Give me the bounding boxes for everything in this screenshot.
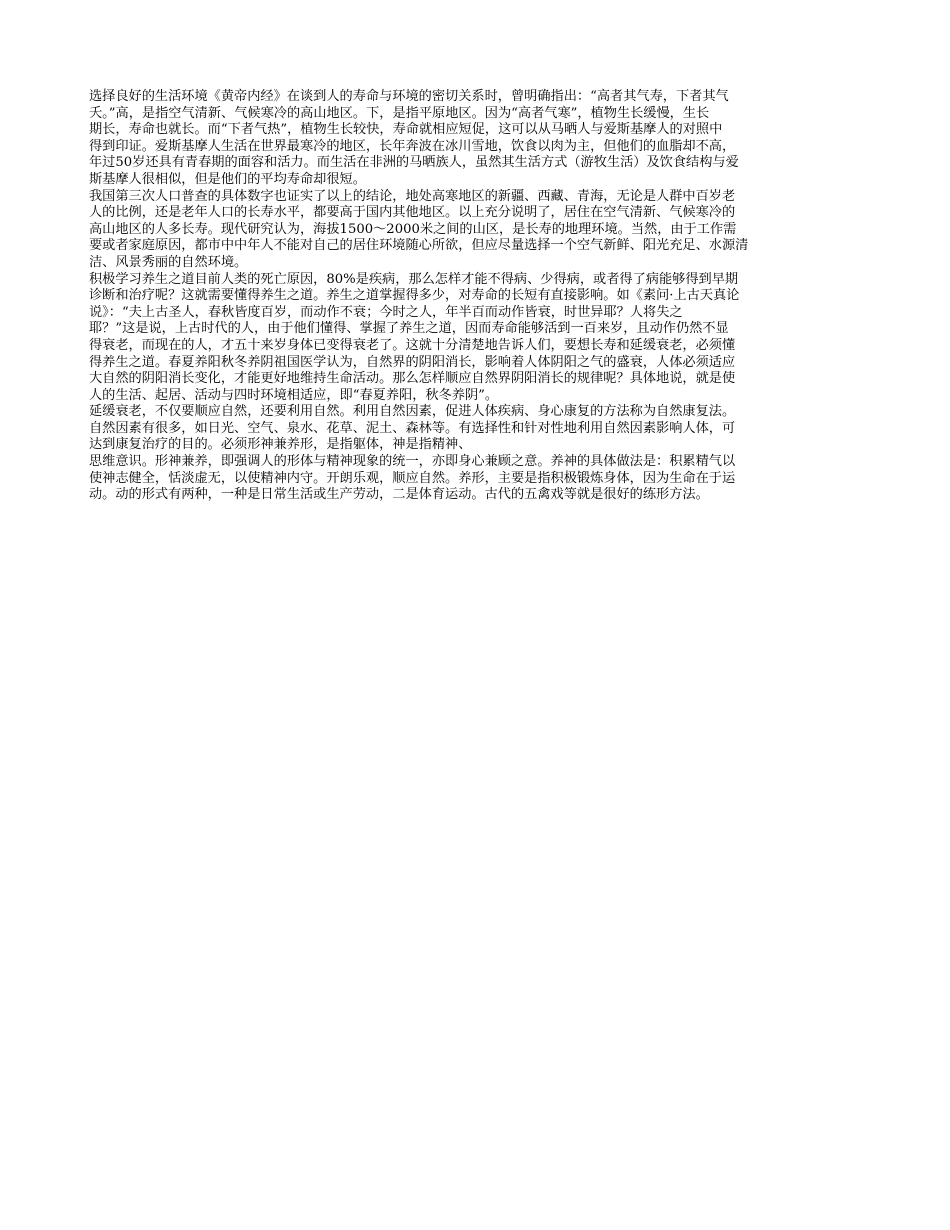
document-body (89, 89, 854, 504)
text-line: 得衰老，而现在的人，才五十来岁身体已变得衰老了。这就十分清楚地告诉人们，要想长寿和延缓衰老，必须懂 (89, 337, 736, 353)
text-line: 思维意识。形神兼养，即强调人的形体与精神现象的统一，亦即身心兼顾之意。养神的具体做法是：积累精气以 (89, 454, 736, 470)
text-line: 洁、风景秀丽的自然环境。 (89, 254, 248, 270)
text-line: 诊断和治疗呢？这就需要懂得养生之道。养生之道掌握得多少，对寿命的长短有直接影响。如《素问·上古天真论 (89, 288, 740, 304)
text-line: 得到印证。爱斯基摩人生活在世界最寒冷的地区，长年奔波在冰川雪地，饮食以肉为主，但他们的血脂却不高， (89, 138, 736, 154)
text-line: 积极学习养生之道目前人类的死亡原因，80%是疾病，那么怎样才能不得病、少得病，或者得了病能够得到早期 (89, 271, 739, 287)
text-line: 延缓衰老，不仅要顺应自然，还要利用自然。利用自然因素，促进人体疾病、身心康复的方法称为自然康复法。 (89, 404, 736, 420)
text-line: 达到康复治疗的目的。必须形神兼养形，是指躯体，神是指精神、 (89, 437, 472, 453)
text-line: 我国第三次人口普查的具体数字也证实了以上的结论，地处高寒地区的新疆、西藏、青海，无论是人群中百岁老 (89, 188, 736, 204)
paragraph-body-and-spirit (89, 454, 854, 504)
text-line: 夭。”高，是指空气清新、气候寒冷的高山地区。下，是指平原地区。因为“高者气寒”，植物生长缓慢，生长 (89, 105, 710, 121)
text-line: 期长，寿命也就长。而“下者气热”，植物生长较快，寿命就相应短促，这可以从马晒人与爱斯基摩人的对照中 (89, 122, 723, 138)
text-line: 人的比例，还是老年人口的长寿水平，都要高于国内其他地区。以上充分说明了，居住在空气清新、气候寒冷的 (89, 205, 736, 221)
paragraph-health-preservation (89, 272, 854, 405)
text-line: 说》：“夫上古圣人，春秋皆度百岁，而动作不衰；今时之人，年半百而动作皆衰，时世异耶？人将失之 (89, 304, 683, 320)
text-line: 高山地区的人多长寿。现代研究认为，海拔1500～2000米之间的山区，是长寿的地理环境。当然，由于工作需 (89, 221, 737, 237)
text-line: 人的生活、起居、活动与四时环境相适应，即“春夏养阳，秋冬养阴”。 (89, 387, 499, 403)
paragraph-census (89, 189, 854, 272)
paragraph-natural-rehabilitation (89, 404, 854, 454)
text-line: 动。动的形式有两种，一种是日常生活或生产劳动，二是体育运动。古代的五禽戏等就是很好的练形方法。 (89, 487, 709, 503)
text-line: 使神志健全，恬淡虚无，以使精神内守。开朗乐观，顺应自然。养形，主要是指积极锻炼身体，因为生命在于运 (89, 470, 736, 486)
text-line: 自然因素有很多，如日光、空气、泉水、花草、泥土、森林等。有选择性和针对性地利用自然因素影响人体，可 (89, 420, 736, 436)
text-line: 要或者家庭原因，都市中中年人不能对自己的居住环境随心所欲，但应尽量选择一个空气新鲜、阳光充足、水源清 (89, 238, 749, 254)
paragraph-living-environment (89, 89, 854, 189)
text-line: 得养生之道。春夏养阳秋冬养阴祖国医学认为，自然界的阴阳消长，影响着人体阴阳之气的盛衰，人体必须适应 (89, 354, 736, 370)
text-line: 耶？”这是说，上古时代的人，由于他们懂得、掌握了养生之道，因而寿命能够活到一百来岁，且动作仍然不显 (89, 321, 729, 337)
text-line: 大自然的阴阳消长变化，才能更好地维持生命活动。那么怎样顺应自然界阴阳消长的规律呢？具体地说，就是使 (89, 371, 736, 387)
text-line: 选择良好的生活环境《黄帝内经》在谈到人的寿命与环境的密切关系时，曾明确指出：“高者其气寿，下者其气 (89, 89, 729, 104)
text-line: 斯基摩人很相似，但是他们的平均寿命却很短。 (89, 171, 366, 187)
text-line: 年过50岁还具有青春期的面容和活力。而生活在非洲的马晒族人，虽然其生活方式（游牧生活）及饮食结构与爱 (89, 155, 739, 171)
